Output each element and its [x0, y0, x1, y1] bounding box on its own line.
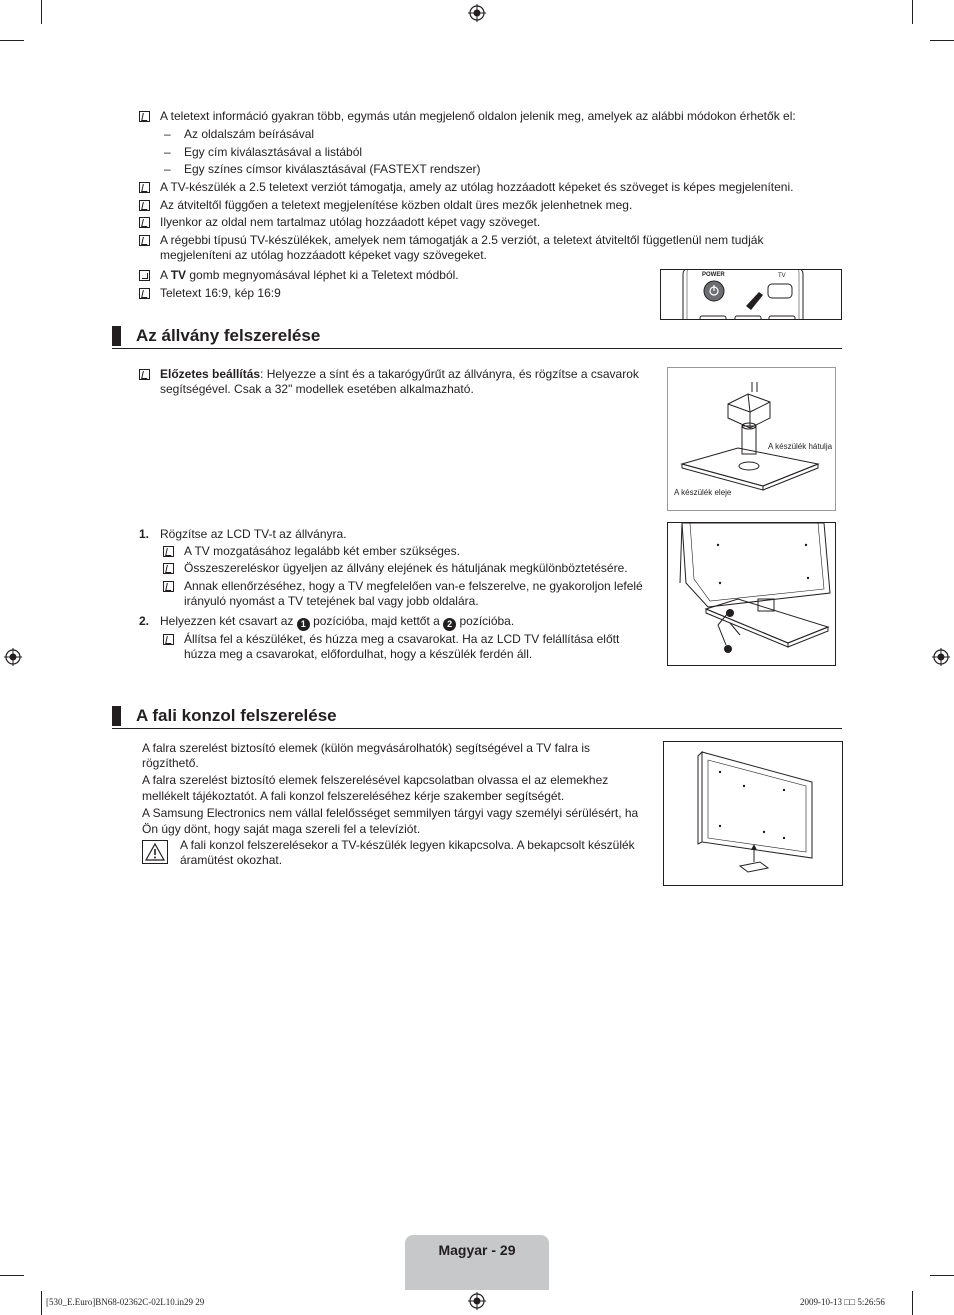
step-text: Helyezzen két csavart az 1 pozícióba, majd kettőt a 2 pozícióba. — [160, 614, 515, 629]
power-label: POWER — [702, 272, 725, 278]
dash: – — [164, 127, 171, 141]
section-title: A fali konzol felszerelése — [136, 706, 337, 725]
stand-assembly-figure — [667, 367, 836, 511]
wall-paragraph: Ön úgy dönt, hogy saját maga szereli fel a televíziót. — [142, 822, 421, 836]
section-title: Az állvány felszerelése — [136, 326, 321, 345]
hand-note-icon — [139, 270, 150, 281]
note-icon — [139, 369, 150, 380]
teletext-note: Az átviteltől függően a teletext megjelenítése közben oldalt üres mezők jelenhetnek meg. — [160, 198, 633, 212]
section-divider — [112, 728, 842, 729]
pre-setup-note: Előzetes beállítás: Helyezze a sínt és a takarógyűrűt az állványra, és rögzítse a csavarok — [160, 367, 639, 381]
warning-icon — [142, 840, 168, 864]
step-text: Rögzítse az LCD TV-t az állványra. — [160, 527, 347, 541]
position-1-badge: 1 — [297, 618, 310, 631]
dash: – — [164, 162, 171, 176]
tv-on-stand-figure — [667, 522, 836, 666]
section-marker — [112, 706, 121, 726]
wall-paragraph: rögzíthető. — [142, 756, 199, 770]
step-note: Annak ellenőrzéséhez, hogy a TV megfelelően van-e felszerelve, ne gyakoroljon lefelé — [184, 579, 643, 593]
crop-mark — [41, 0, 42, 24]
step-note: A TV mozgatásához legalább két ember szükséges. — [184, 544, 460, 558]
tv-wall-mount-icon — [664, 742, 843, 886]
note-icon — [163, 563, 174, 574]
crop-mark — [41, 1291, 42, 1315]
crop-mark — [0, 1275, 24, 1276]
crop-mark — [912, 0, 913, 24]
dash: – — [164, 145, 171, 159]
teletext-note: A teletext információ gyakran több, egymás után megjelenő oldalon jelenik meg, amelyek az alábbi módokon érhetők el: — [160, 109, 796, 123]
note-icon — [139, 111, 150, 122]
note-icon — [139, 217, 150, 228]
pre-setup-note: segítségével. Csak a 32" modellek esetében alkalmazható. — [160, 382, 474, 396]
teletext-note: megjeleníteni az utólag hozzáadott képeket vagy szövegeket. — [160, 248, 487, 262]
teletext-note: A TV-készülék a 2.5 teletext verziót támogatja, amely az utólag hozzáadott képeket és szöveget is képes megjeleníteni. — [160, 180, 794, 194]
teletext-option: Egy cím kiválasztásával a listából — [184, 145, 363, 159]
registration-mark-icon — [932, 648, 950, 666]
section-divider — [112, 348, 842, 349]
section-marker — [112, 326, 121, 346]
note-icon — [163, 634, 174, 645]
wall-paragraph: mellékelt tájékoztatót. A fali konzol felszereléséhez kérje szakember segítségét. — [142, 789, 565, 803]
registration-mark-icon — [4, 648, 22, 666]
crop-mark — [912, 1291, 913, 1315]
note-icon — [139, 182, 150, 193]
teletext-note: Teletext 16:9, kép 16:9 — [160, 286, 281, 300]
note-icon — [139, 235, 150, 246]
wall-paragraph: A falra szerelést biztosító elemek felszerelésével kapcsolatban olvassa el az elemekhez — [142, 773, 609, 787]
figure-label-front: A készülék eleje — [674, 488, 732, 497]
step-note: Összeszereléskor ügyeljen az állvány elejének és hátuljának megkülönböztetésére. — [184, 561, 628, 575]
page-number: Magyar - 29 — [438, 1242, 516, 1258]
crop-mark — [930, 40, 954, 41]
warning-text: áramütést okozhat. — [180, 853, 283, 867]
wall-mount-figure — [663, 741, 843, 886]
teletext-note: A TV gomb megnyomásával léphet ki a Teletext módból. — [160, 268, 459, 282]
tv-label: TV — [778, 273, 786, 279]
tv-stand-icon — [668, 523, 836, 666]
file-info: [530_E.Euro]BN68-02362C-02L10.in29 29 — [46, 1297, 205, 1307]
teletext-option: Egy színes címsor kiválasztásával (FASTEXT rendszer) — [184, 162, 481, 176]
note-icon — [163, 546, 174, 557]
print-timestamp: 2009-10-13 □□ 5:26:56 — [800, 1297, 885, 1307]
step-note: húzza meg a csavarokat, előfordulhat, hogy a készülék ferdén áll. — [184, 647, 533, 661]
wall-paragraph: A falra szerelést biztosító elemek (külön megvásárolhatók) segítségével a TV falra is — [142, 741, 590, 755]
crop-mark — [0, 40, 24, 41]
note-icon — [139, 200, 150, 211]
teletext-note: Ilyenkor az oldal nem tartalmaz utólag hozzáadott képet vagy szöveget. — [160, 215, 541, 229]
remote-illustration — [660, 269, 842, 320]
note-icon — [139, 288, 150, 299]
step-note: Állítsa fel a készüléket, és húzza meg a csavarokat. Ha az LCD TV felállítása előtt — [184, 632, 620, 646]
registration-mark-icon — [468, 4, 486, 22]
wall-paragraph: A Samsung Electronics nem vállal felelősséget semmilyen tárgyi vagy személyi sérülésért, ha — [142, 806, 639, 820]
step-note: irányuló nyomást a TV tetejének bal vagy jobb oldalára. — [184, 594, 479, 608]
crop-mark — [930, 1275, 954, 1276]
remote-control-icon — [661, 270, 842, 320]
step-number: 2. — [139, 614, 150, 628]
registration-mark-icon — [468, 1292, 486, 1310]
step-number: 1. — [139, 527, 150, 541]
note-icon — [163, 581, 174, 592]
figure-label-back: A készülék hátulja — [768, 442, 833, 451]
teletext-note: A régebbi típusú TV-készülékek, amelyek nem támogatják a 2.5 verziót, a teletext átviteltől függetlenül nem tudják — [160, 233, 764, 247]
position-2-badge: 2 — [443, 618, 456, 631]
teletext-option: Az oldalszám beírásával — [184, 127, 315, 141]
warning-text: A fali konzol felszerelésekor a TV-készülék legyen kikapcsolva. A bekapcsolt készülék — [180, 838, 635, 852]
